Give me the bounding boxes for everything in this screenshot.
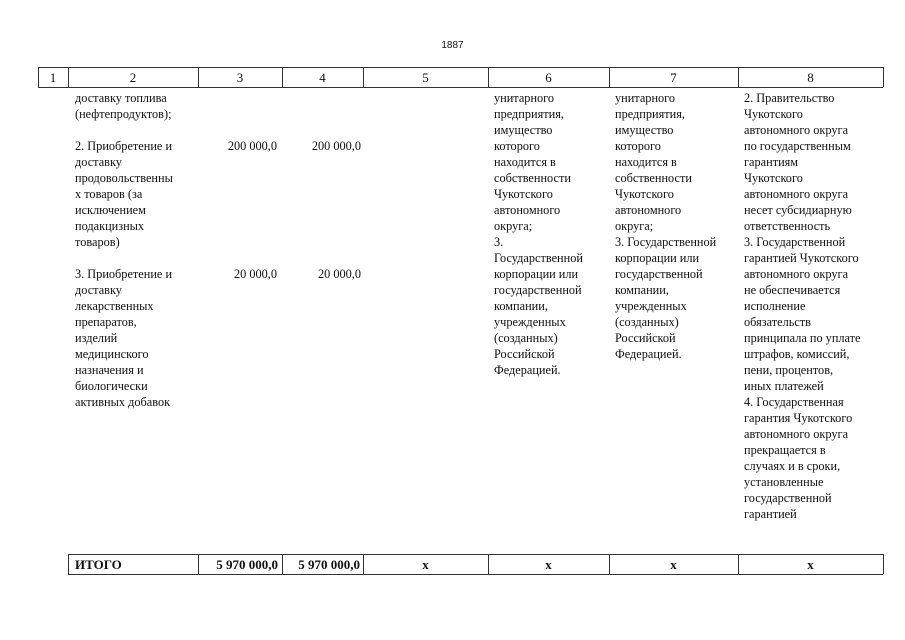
total-label: ИТОГО: [75, 557, 122, 572]
total-col8: х: [807, 557, 814, 572]
column-header-3: 3: [236, 70, 244, 85]
total-col7: х: [670, 557, 677, 572]
column-header-6: 6: [545, 70, 552, 85]
col7-text: унитарного предприятия, имущество которого находится в собственности Чукотского автономного округа; 3. Государственной корпорации или государственной компании, учрежденных (созданных) Российской Федерацией.: [615, 91, 717, 361]
page-number: 1887: [441, 40, 464, 51]
total-col5: х: [422, 557, 429, 572]
total-col4: 5 970 000,0: [298, 557, 360, 572]
column-header-2: 2: [129, 70, 137, 85]
column-header-7: 7: [670, 70, 677, 85]
total-row-top-border: [68, 554, 883, 555]
col2-item3-text: 3. Приобретение и доставку лекарственных препаратов, изделий медицинского назначения и биологически активных добавок: [75, 267, 173, 409]
total-divider: [68, 554, 69, 574]
col8-text: 2. Правительство Чукотского автономного округа по государственным гарантиям Чукотского автономного округа несет субсидиарную ответственность 3. Государственной гарантией Чукотского автономного округа не обеспечивается исполнение обязательств принципала по уплате штрафов, комиссий, пени, процентов, иных платежей 4. Государственная гарантия Чукотского автономного округа прекращается в случаях и в сроки, установленные государственной гарантией: [744, 91, 861, 521]
col2-item2-text: 2. Приобретение и доставку продовольственны х товаров (за исключением подакцизных товаров): [75, 139, 173, 249]
header-bottom-border: [38, 87, 883, 88]
total-row-bottom-border: [68, 574, 883, 575]
column-header-8: 8: [807, 70, 814, 85]
item2-amount-col3: 200 000,0: [227, 139, 277, 153]
item2-amount-col4: 200 000,0: [311, 139, 361, 153]
column-header-1: 1: [49, 70, 57, 85]
header-divider: [883, 67, 884, 87]
col6-text: унитарного предприятия, имущество которого находится в собственности Чукотского автономного округа; 3. Государственной корпорации или государственной компании, учрежденных (созданных) Российской Федерацией.: [494, 91, 583, 377]
total-col6: х: [545, 557, 552, 572]
column-header-4: 4: [319, 70, 326, 85]
total-col3: 5 970 000,0: [216, 557, 278, 572]
column-header-5: 5: [422, 70, 429, 85]
item3-amount-col3: 20 000,0: [233, 267, 277, 281]
col2-continuation-text: доставку топлива (нефтепродуктов);: [75, 91, 172, 121]
total-divider: [883, 554, 884, 574]
item3-amount-col4: 20 000,0: [317, 267, 361, 281]
